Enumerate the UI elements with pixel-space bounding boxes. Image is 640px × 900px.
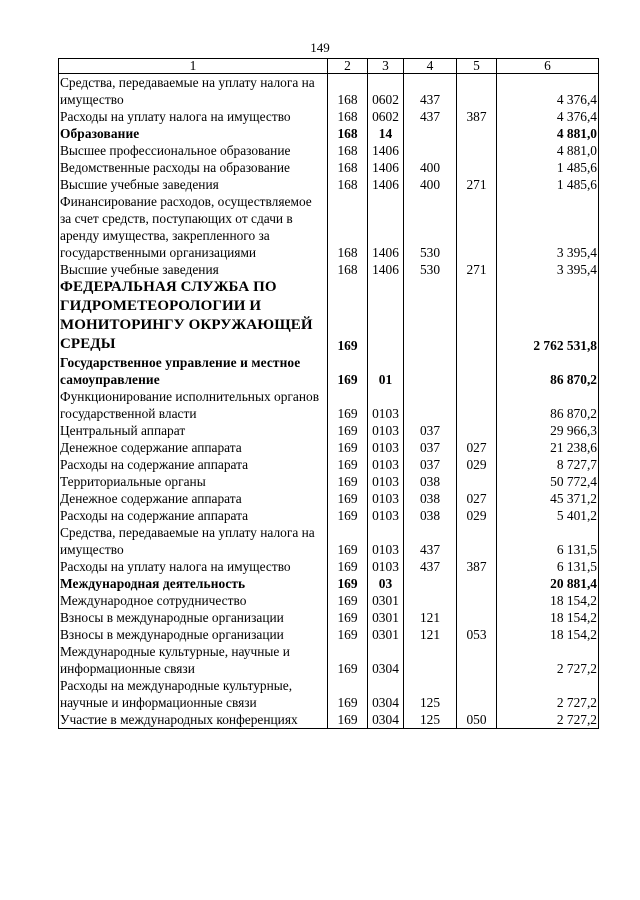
table-header (59, 59, 599, 74)
code-col2-cell: 168 (328, 125, 368, 142)
code-col4-cell (404, 354, 457, 388)
table-row (59, 711, 599, 729)
item-name-cell: Центральный аппарат (59, 422, 328, 439)
code-col5-cell (457, 142, 497, 159)
code-col3-cell: 0103 (368, 524, 404, 558)
code-col2-cell: 168 (328, 108, 368, 125)
page-number: 149 (310, 40, 330, 55)
item-name-cell: Международные культурные, научные и информационные связи (59, 643, 328, 677)
table-row (59, 354, 599, 388)
table-row (59, 142, 599, 159)
code-col3-cell: 1406 (368, 159, 404, 176)
code-col2-cell: 169 (328, 626, 368, 643)
code-col2-cell: 169 (328, 439, 368, 456)
item-name-cell: Расходы на уплату налога на имущество (59, 108, 328, 125)
code-col5-cell (457, 677, 497, 711)
code-col3-cell: 0103 (368, 473, 404, 490)
code-col3-cell: 0103 (368, 439, 404, 456)
item-name-cell: Международное сотрудничество (59, 592, 328, 609)
item-name-cell: Денежное содержание аппарата (59, 490, 328, 507)
item-name-cell: Финансирование расходов, осуществляемое за счет средств, поступающих от сдачи в аренду имущества, закрепленного за государственными организациями (59, 193, 328, 261)
table-row (59, 575, 599, 592)
amount-cell: 86 870,2 (497, 354, 599, 388)
item-name-cell: Участие в международных конференциях (59, 711, 328, 729)
column-header: 2 (328, 59, 368, 74)
code-col4-cell: 037 (404, 439, 457, 456)
code-col4-cell: 400 (404, 176, 457, 193)
code-col3-cell: 1406 (368, 193, 404, 261)
code-col4-cell (404, 142, 457, 159)
item-name-cell: ФЕДЕРАЛЬНАЯ СЛУЖБА ПО ГИДРОМЕТЕОРОЛОГИИ И МОНИТОРИНГУ ОКРУЖАЮЩЕЙ СРЕДЫ (59, 278, 328, 354)
amount-cell: 2 762 531,8 (497, 278, 599, 354)
code-col2-cell: 169 (328, 677, 368, 711)
code-col5-cell: 271 (457, 176, 497, 193)
code-col4-cell: 437 (404, 524, 457, 558)
code-col4-cell (404, 592, 457, 609)
code-col4-cell (404, 125, 457, 142)
code-col4-cell: 038 (404, 490, 457, 507)
code-col3-cell: 0103 (368, 507, 404, 524)
item-name-cell: Расходы на содержание аппарата (59, 507, 328, 524)
amount-cell: 4 376,4 (497, 108, 599, 125)
code-col3-cell: 0301 (368, 626, 404, 643)
code-col5-cell (457, 524, 497, 558)
code-col5-cell: 029 (457, 456, 497, 473)
code-col5-cell (457, 643, 497, 677)
code-col2-cell: 168 (328, 159, 368, 176)
code-col5-cell (457, 592, 497, 609)
item-name-cell: Территориальные органы (59, 473, 328, 490)
amount-cell: 4 881,0 (497, 125, 599, 142)
code-col3-cell: 0304 (368, 643, 404, 677)
code-col3-cell: 1406 (368, 176, 404, 193)
item-name-cell: Высшие учебные заведения (59, 261, 328, 278)
code-col4-cell: 037 (404, 456, 457, 473)
code-col2-cell: 169 (328, 456, 368, 473)
code-col2-cell: 168 (328, 261, 368, 278)
item-name-cell: Расходы на международные культурные, научные и информационные связи (59, 677, 328, 711)
budget-table (58, 58, 599, 729)
code-col3-cell: 0103 (368, 558, 404, 575)
code-col2-cell: 169 (328, 354, 368, 388)
code-col3-cell: 03 (368, 575, 404, 592)
amount-cell: 1 485,6 (497, 159, 599, 176)
table-row (59, 74, 599, 109)
code-col2-cell: 169 (328, 490, 368, 507)
item-name-cell: Образование (59, 125, 328, 142)
code-col2-cell: 168 (328, 193, 368, 261)
item-name-cell: Высшее профессиональное образование (59, 142, 328, 159)
code-col5-cell (457, 609, 497, 626)
table-row (59, 176, 599, 193)
code-col5-cell (457, 575, 497, 592)
code-col5-cell (457, 388, 497, 422)
code-col4-cell (404, 575, 457, 592)
code-col5-cell: 027 (457, 439, 497, 456)
code-col2-cell: 169 (328, 524, 368, 558)
item-name-cell: Расходы на содержание аппарата (59, 456, 328, 473)
code-col5-cell (457, 278, 497, 354)
table-row (59, 388, 599, 422)
item-name-cell: Денежное содержание аппарата (59, 439, 328, 456)
code-col2-cell: 169 (328, 388, 368, 422)
code-col5-cell: 050 (457, 711, 497, 729)
code-col2-cell: 168 (328, 142, 368, 159)
item-name-cell: Государственное управление и местное самоуправление (59, 354, 328, 388)
code-col2-cell: 169 (328, 507, 368, 524)
amount-cell: 6 131,5 (497, 558, 599, 575)
code-col3-cell: 0304 (368, 677, 404, 711)
amount-cell: 20 881,4 (497, 575, 599, 592)
code-col5-cell (457, 354, 497, 388)
table-row (59, 524, 599, 558)
amount-cell: 45 371,2 (497, 490, 599, 507)
code-col4-cell (404, 388, 457, 422)
code-col2-cell: 169 (328, 592, 368, 609)
code-col5-cell (457, 193, 497, 261)
table-row (59, 626, 599, 643)
code-col5-cell: 387 (457, 108, 497, 125)
amount-cell: 6 131,5 (497, 524, 599, 558)
code-col5-cell (457, 125, 497, 142)
code-col2-cell: 168 (328, 74, 368, 109)
amount-cell: 18 154,2 (497, 626, 599, 643)
table-row (59, 193, 599, 261)
table-row (59, 422, 599, 439)
code-col3-cell: 0304 (368, 711, 404, 729)
code-col2-cell: 168 (328, 176, 368, 193)
code-col3-cell: 0301 (368, 592, 404, 609)
code-col4-cell: 121 (404, 609, 457, 626)
amount-cell: 1 485,6 (497, 176, 599, 193)
column-header: 1 (59, 59, 328, 74)
amount-cell: 50 772,4 (497, 473, 599, 490)
item-name-cell: Взносы в международные организации (59, 626, 328, 643)
code-col2-cell: 169 (328, 278, 368, 354)
code-col5-cell: 027 (457, 490, 497, 507)
table-body (59, 74, 599, 729)
amount-cell: 2 727,2 (497, 643, 599, 677)
code-col4-cell: 038 (404, 507, 457, 524)
table-row (59, 159, 599, 176)
amount-cell: 5 401,2 (497, 507, 599, 524)
code-col5-cell (457, 473, 497, 490)
item-name-cell: Ведомственные расходы на образование (59, 159, 328, 176)
table-row (59, 643, 599, 677)
table-row (59, 125, 599, 142)
amount-cell: 21 238,6 (497, 439, 599, 456)
code-col3-cell: 0103 (368, 456, 404, 473)
code-col4-cell: 121 (404, 626, 457, 643)
table-row (59, 592, 599, 609)
code-col3-cell: 0103 (368, 490, 404, 507)
table-row (59, 456, 599, 473)
code-col5-cell (457, 74, 497, 109)
amount-cell: 2 727,2 (497, 711, 599, 729)
code-col2-cell: 169 (328, 558, 368, 575)
item-name-cell: Расходы на уплату налога на имущество (59, 558, 328, 575)
code-col3-cell: 0103 (368, 388, 404, 422)
column-header: 6 (497, 59, 599, 74)
amount-cell: 4 881,0 (497, 142, 599, 159)
column-header: 3 (368, 59, 404, 74)
table-row (59, 108, 599, 125)
code-col2-cell: 169 (328, 711, 368, 729)
amount-cell: 8 727,7 (497, 456, 599, 473)
item-name-cell: Средства, передаваемые на уплату налога на имущество (59, 524, 328, 558)
table-row (59, 473, 599, 490)
table-row (59, 677, 599, 711)
code-col5-cell: 271 (457, 261, 497, 278)
code-col4-cell: 038 (404, 473, 457, 490)
table-row (59, 507, 599, 524)
amount-cell: 3 395,4 (497, 261, 599, 278)
code-col4-cell: 530 (404, 261, 457, 278)
amount-cell: 18 154,2 (497, 609, 599, 626)
amount-cell: 4 376,4 (497, 74, 599, 109)
item-name-cell: Высшие учебные заведения (59, 176, 328, 193)
code-col2-cell: 169 (328, 422, 368, 439)
amount-cell: 3 395,4 (497, 193, 599, 261)
amount-cell: 29 966,3 (497, 422, 599, 439)
item-name-cell: Средства, передаваемые на уплату налога на имущество (59, 74, 328, 109)
code-col4-cell: 437 (404, 74, 457, 109)
column-header: 4 (404, 59, 457, 74)
code-col4-cell: 125 (404, 711, 457, 729)
code-col4-cell (404, 643, 457, 677)
code-col3-cell: 0301 (368, 609, 404, 626)
code-col2-cell: 169 (328, 609, 368, 626)
item-name-cell: Взносы в международные организации (59, 609, 328, 626)
code-col4-cell: 037 (404, 422, 457, 439)
code-col4-cell: 437 (404, 108, 457, 125)
amount-cell: 86 870,2 (497, 388, 599, 422)
code-col4-cell: 400 (404, 159, 457, 176)
code-col3-cell (368, 278, 404, 354)
amount-cell: 2 727,2 (497, 677, 599, 711)
code-col3-cell: 1406 (368, 142, 404, 159)
code-col2-cell: 169 (328, 473, 368, 490)
code-col5-cell (457, 422, 497, 439)
code-col3-cell: 0602 (368, 74, 404, 109)
code-col3-cell: 0602 (368, 108, 404, 125)
code-col5-cell: 387 (457, 558, 497, 575)
code-col5-cell: 053 (457, 626, 497, 643)
code-col4-cell: 125 (404, 677, 457, 711)
amount-cell: 18 154,2 (497, 592, 599, 609)
code-col5-cell (457, 159, 497, 176)
code-col2-cell: 169 (328, 643, 368, 677)
code-col4-cell (404, 278, 457, 354)
table-row (59, 278, 599, 354)
column-header: 5 (457, 59, 497, 74)
item-name-cell: Функционирование исполнительных органов государственной власти (59, 388, 328, 422)
code-col3-cell: 01 (368, 354, 404, 388)
code-col5-cell: 029 (457, 507, 497, 524)
code-col2-cell: 169 (328, 575, 368, 592)
code-col3-cell: 1406 (368, 261, 404, 278)
table-row (59, 558, 599, 575)
table-row (59, 439, 599, 456)
item-name-cell: Международная деятельность (59, 575, 328, 592)
table-row (59, 609, 599, 626)
table-row (59, 490, 599, 507)
code-col4-cell: 530 (404, 193, 457, 261)
code-col3-cell: 14 (368, 125, 404, 142)
code-col3-cell: 0103 (368, 422, 404, 439)
code-col4-cell: 437 (404, 558, 457, 575)
table-row (59, 261, 599, 278)
